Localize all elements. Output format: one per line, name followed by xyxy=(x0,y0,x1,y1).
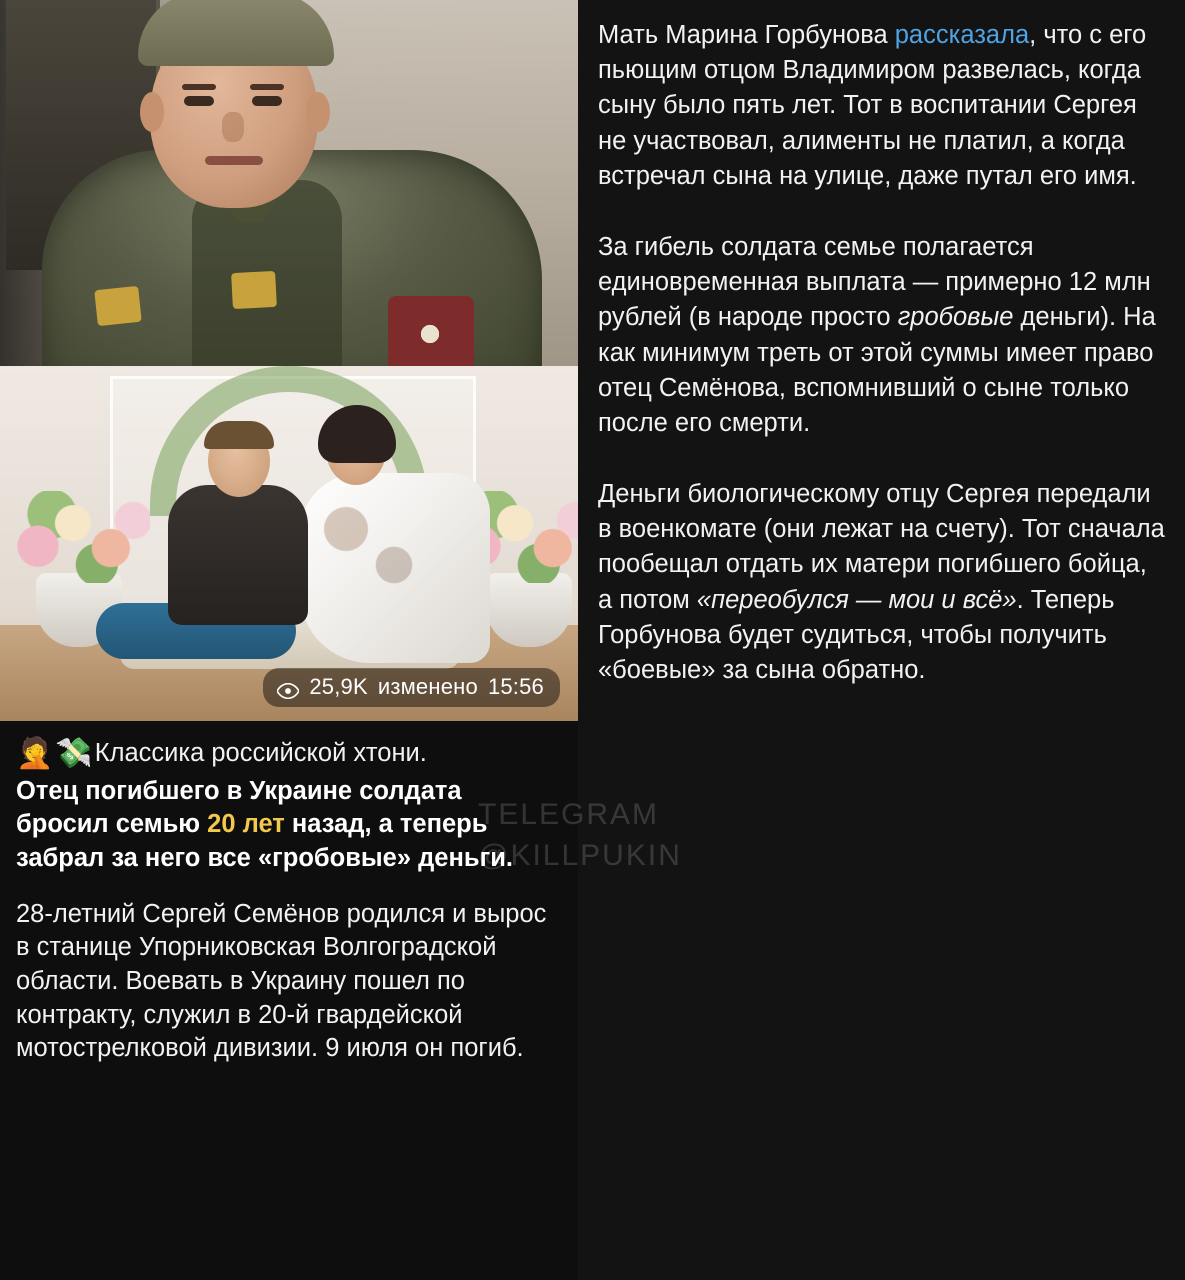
post-time: 15:56 xyxy=(487,674,544,699)
photo-soldier-brow-right xyxy=(250,84,284,90)
photo-couple-woman-dress xyxy=(300,473,490,663)
photo-soldier-ear-left xyxy=(140,92,164,132)
photo-soldier-shoulder-patch xyxy=(388,296,474,366)
photo-couple-bouquet-left xyxy=(10,491,150,583)
photo-couple-man-hair xyxy=(204,421,274,449)
headline-years: 20 лет xyxy=(207,810,285,839)
photo-couple-man-torso xyxy=(168,485,308,625)
photo-soldier-brow-left xyxy=(182,84,216,90)
views-count: 25,9K xyxy=(309,674,368,699)
paragraph-3-rest: . Теперь Горбунова будет судиться, чтобы получить «боевые» за сына обратно. xyxy=(598,585,1115,684)
photo-soldier-ear-right xyxy=(306,92,330,132)
right-paragraph-1 xyxy=(598,18,1165,194)
left-column xyxy=(0,0,578,1280)
photo-soldier-mouth xyxy=(205,156,263,165)
right-paragraph-3 xyxy=(598,477,1165,688)
photo-soldier-nose xyxy=(222,112,244,142)
headline-part-1: Отец погибшего в Украине солдата бросил семью xyxy=(16,776,462,839)
paragraph-2-rest: деньги). На как минимум треть от этой суммы имеет право отец Семёнова, вспомнивший о сыне только после его смерти. xyxy=(598,303,1156,437)
lead-sentence: Классика российской хтони. xyxy=(94,739,427,767)
paragraph-1-rest: , что с его пьющим отцом Владимиром развелась, когда сыну было пять лет. Тот в воспитании Сергея не участвовал, алименты не платил, а когда встречал сына на улице, даже путал его имя. xyxy=(598,21,1147,190)
photo-soldier-eye-left xyxy=(184,96,214,106)
edited-label: изменено xyxy=(377,674,478,699)
source-link[interactable]: рассказала xyxy=(894,21,1030,49)
paragraph-2-lead: За гибель солдата семье полагается единовременная выплата — примерно 12 млн рублей (в народе просто xyxy=(598,232,1151,332)
photo-soldier-eye-right xyxy=(252,96,282,106)
photo-soldier-insignia-left xyxy=(94,286,142,326)
money-wings-emoji-icon: 💸 xyxy=(55,736,93,770)
right-paragraph-2 xyxy=(598,230,1165,441)
facepalm-emoji-icon: 🤦 xyxy=(16,736,54,770)
post-meta-badge xyxy=(263,668,560,707)
eye-icon xyxy=(277,679,299,695)
paragraph-3-lead: Деньги биологическому отцу Сергея передали в военкомате (они лежат на счету). Тот сначала пообещал отдать их матери погибшего бойца, а потом xyxy=(598,480,1165,614)
right-column xyxy=(578,0,1185,1280)
photo-soldier-cap xyxy=(138,0,334,66)
photo-couple[interactable] xyxy=(0,366,578,721)
emoji-headline-row xyxy=(16,737,560,771)
headline-part-2: назад, а теперь забрал за него все «гробовые» деньги. xyxy=(16,810,513,872)
paragraph-1-lead: Мать Марина Горбунова xyxy=(598,21,895,49)
photo-soldier[interactable] xyxy=(0,0,578,366)
left-paragraph-1: 28-летний Сергей Семёнов родился и вырос в станице Упорниковская Волгоградской области. Воевать в Украину пошел по контракту, служил в 20-й гвардейской мотострелковой дивизии. 9 июля он погиб. xyxy=(16,899,547,1063)
paragraph-2-emphasis: гробовые xyxy=(897,303,1014,332)
left-text-block xyxy=(0,721,578,1066)
photo-soldier-insignia-center xyxy=(231,271,277,309)
photo-couple-vase-right xyxy=(486,573,572,647)
post-headline xyxy=(16,775,560,876)
paragraph-3-emphasis: «переобулся — мои и всё» xyxy=(696,585,1017,614)
